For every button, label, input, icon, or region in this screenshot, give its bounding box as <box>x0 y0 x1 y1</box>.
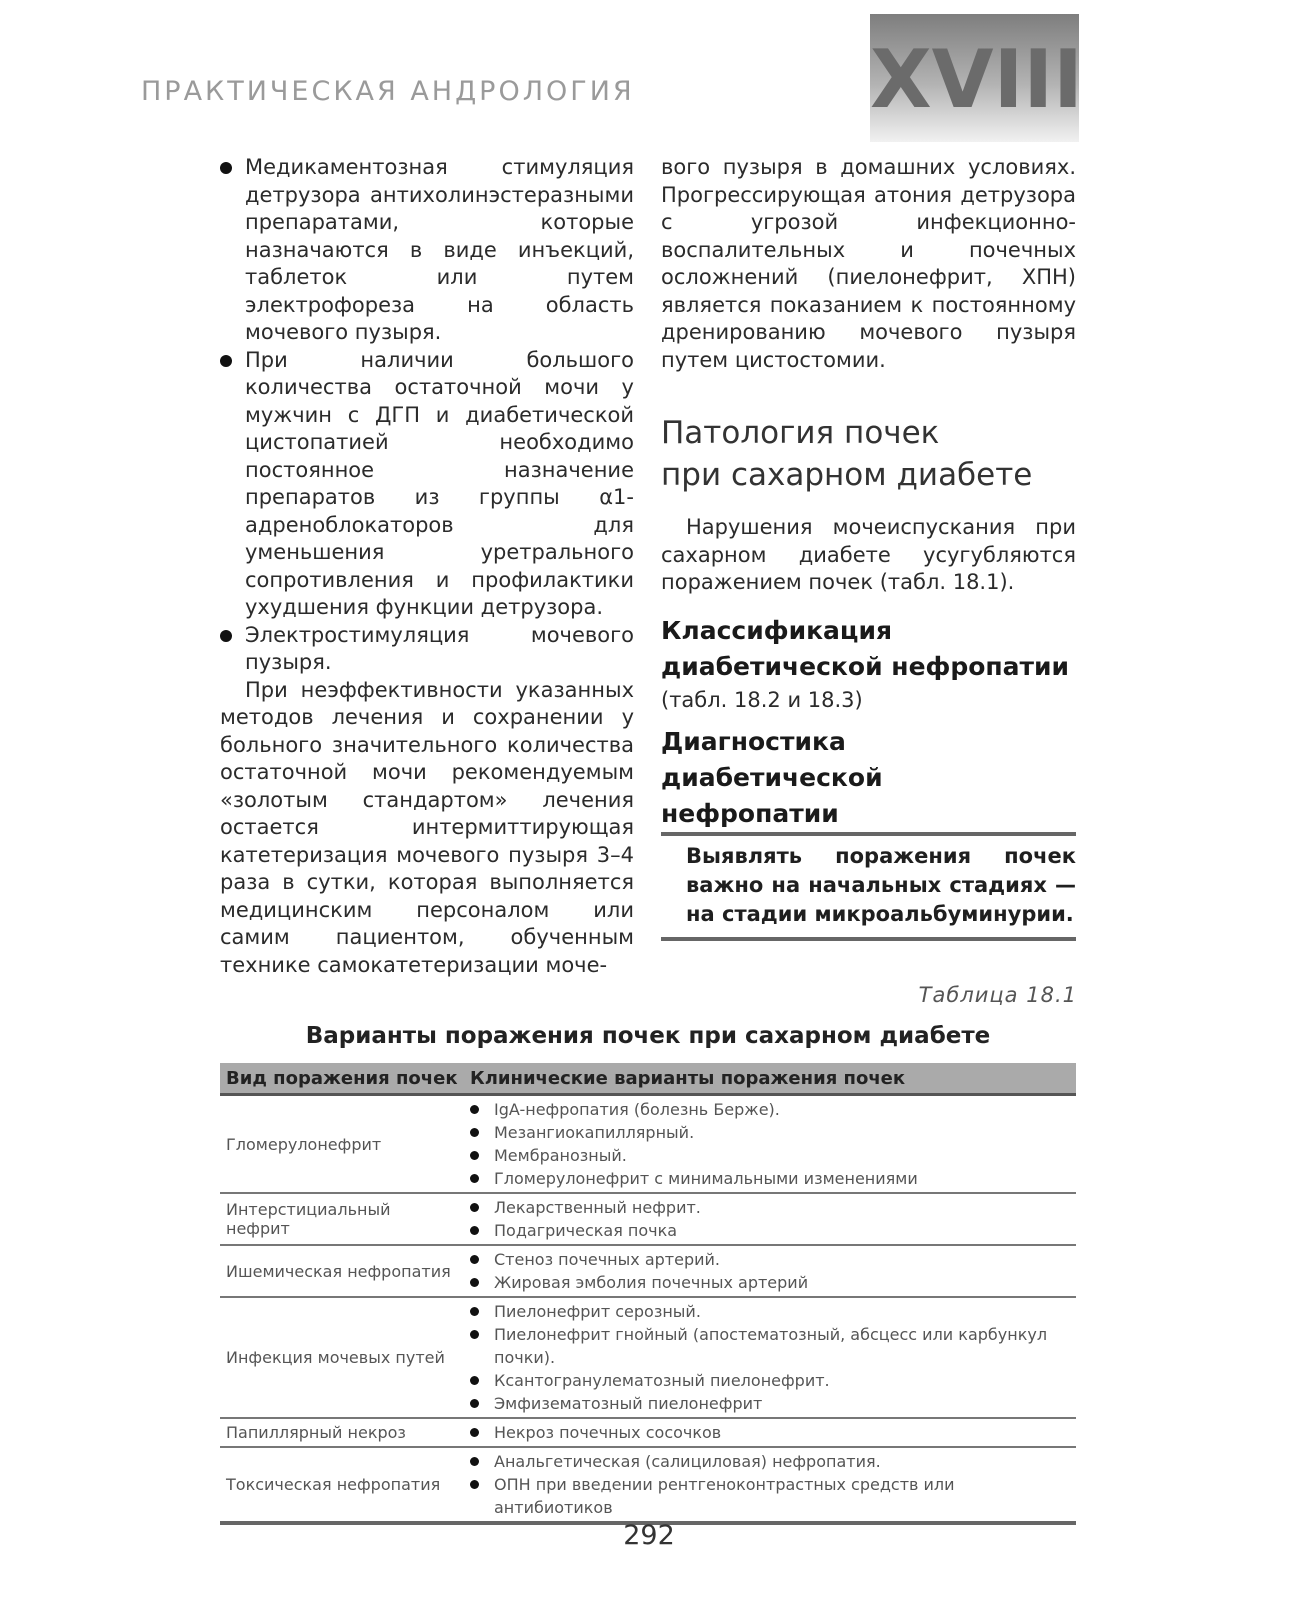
table-row <box>220 1245 1076 1297</box>
variant-item <box>470 1248 1070 1271</box>
column-header: Клинические варианты поражения почек <box>464 1063 1076 1095</box>
bullet-item <box>220 154 634 347</box>
lesion-type-cell: Гломерулонефрит <box>220 1095 464 1194</box>
table-reference: (табл. 18.2 и 18.3) <box>661 687 863 712</box>
bullet-list <box>220 154 634 677</box>
page-number: 292 <box>623 1520 675 1551</box>
chapter-number: XVIII <box>870 33 1083 126</box>
bullet-text: При наличии большого количества остаточной мочи у мужчин с ДГП и диабетической цистопатией необходимо постоянное назначение препаратов из группы α1-адреноблокаторов для уменьшения уретрального сопротивления и профилактики ухудшения функции детрузора. <box>245 347 634 619</box>
table-row <box>220 1193 1076 1245</box>
lesion-type-cell: Папиллярный некроз <box>220 1418 464 1447</box>
callout-box <box>661 832 1076 941</box>
variant-text: Подагрическая почка <box>494 1221 678 1240</box>
variant-list <box>470 1248 1070 1294</box>
bullet-icon <box>470 1330 479 1339</box>
variant-item <box>470 1196 1070 1219</box>
subsection-title-line: Классификация <box>661 615 893 645</box>
bullet-icon <box>220 630 232 642</box>
body-paragraph: При неэффективности указанных методов лечения и сохранении у больного значительного количества остаточной мочи рекомендуемым «золотым стандартом» лечения остается интермиттирующая катетеризация мочевого пузыря 3–4 раза в сутки, которая выполняется медицинским персоналом или самим пациентом, обученным технике самокатетеризации моче- <box>220 677 634 977</box>
variant-item <box>470 1473 1070 1519</box>
table-row <box>220 1418 1076 1447</box>
variant-item <box>470 1369 1070 1392</box>
variant-list <box>470 1450 1070 1519</box>
bullet-icon <box>470 1255 479 1264</box>
table-row <box>220 1297 1076 1418</box>
clinical-variants-cell <box>464 1418 1076 1447</box>
bullet-icon <box>470 1128 479 1137</box>
variant-item <box>470 1098 1070 1121</box>
clinical-variants-cell <box>464 1193 1076 1245</box>
subsection-title-classification <box>661 613 1076 685</box>
section-title-line: Патология почек <box>661 415 940 451</box>
variant-list <box>470 1098 1070 1190</box>
bullet-icon <box>470 1428 479 1437</box>
variant-text: Мембранозный. <box>494 1146 627 1165</box>
table-title: Варианты поражения почек при сахарном диабете <box>305 1023 991 1049</box>
variant-item <box>470 1167 1070 1190</box>
lesion-type-cell: Ишемическая нефропатия <box>220 1245 464 1297</box>
bullet-icon <box>470 1105 479 1114</box>
clinical-variants-cell <box>464 1447 1076 1523</box>
variant-list <box>470 1421 1070 1444</box>
bullet-icon <box>470 1376 479 1385</box>
bullet-icon <box>470 1151 479 1160</box>
bullet-icon <box>470 1480 479 1489</box>
callout-text: Выявлять поражения почек важно на начальных стадиях — на стадии микроальбуминурии. <box>686 844 1076 926</box>
variant-item <box>470 1144 1070 1167</box>
data-table <box>220 1063 1076 1525</box>
table-body <box>220 1095 1076 1524</box>
bullet-item <box>220 347 634 622</box>
lesion-type-cell: Интерстициальный нефрит <box>220 1193 464 1245</box>
variant-text: Лекарственный нефрит. <box>494 1198 701 1217</box>
bullet-icon <box>470 1399 479 1408</box>
column-header: Вид поражения почек <box>220 1063 464 1095</box>
variant-text: Эмфизематозный пиелонефрит <box>494 1394 763 1413</box>
table-label: Таблица 18.1 <box>918 983 1077 1007</box>
clinical-variants-cell <box>464 1095 1076 1194</box>
left-column <box>220 154 634 979</box>
continuation-paragraph: вого пузыря в домашних условиях. Прогрессирующая атония детрузора с угрозой инфекционно-воспалительных и почечных осложнений (пиелонефрит, ХПН) является показанием к постоянному дренированию мочевого пузыря путем цистостомии. <box>661 155 1076 372</box>
subsection-title-line: Диагностика диабетической <box>661 727 883 792</box>
variant-text: Пиелонефрит гнойный (апостематозный, абсцесс или карбункул почки). <box>494 1325 1048 1367</box>
right-column <box>661 154 1076 941</box>
table-header-row <box>220 1063 1076 1095</box>
section-paragraph: Нарушения мочеиспускания при сахарном диабете усугубляются поражением почек (табл. 18.1). <box>661 515 1076 594</box>
table-row <box>220 1447 1076 1523</box>
variant-text: IgA-нефропатия (болезнь Берже). <box>494 1100 780 1119</box>
variant-text: Гломерулонефрит с минимальными изменениями <box>494 1169 918 1188</box>
variant-item <box>470 1219 1070 1242</box>
variant-text: Анальгетическая (салициловая) нефропатия. <box>494 1452 881 1471</box>
subsection-title-diagnostics <box>661 724 1076 832</box>
bullet-text: Медикаментозная стимуляция детрузора антихолинэстеразными препаратами, которые назначаются в виде инъекций, таблеток или путем электрофореза на область мочевого пузыря. <box>245 155 634 344</box>
variant-item <box>470 1300 1070 1323</box>
variant-item <box>470 1392 1070 1415</box>
section-title <box>661 412 1076 496</box>
variant-list <box>470 1300 1070 1415</box>
variant-item <box>470 1421 1070 1444</box>
variant-text: Пиелонефрит серозный. <box>494 1302 701 1321</box>
clinical-variants-cell <box>464 1245 1076 1297</box>
bullet-icon <box>470 1174 479 1183</box>
variant-text: Некроз почечных сосочков <box>494 1423 722 1442</box>
subsection-title-line: диабетической нефропатии <box>661 651 1070 681</box>
bullet-item <box>220 622 634 677</box>
section-title-line: при сахарном диабете <box>661 457 1033 493</box>
variant-item <box>470 1271 1070 1294</box>
variant-text: Стеноз почечных артерий. <box>494 1250 720 1269</box>
running-title: ПРАКТИЧЕСКАЯ АНДРОЛОГИЯ <box>141 76 635 107</box>
lesion-type-cell: Токсическая нефропатия <box>220 1447 464 1523</box>
variant-text: ОПН при введении рентгеноконтрастных средств или антибиотиков <box>494 1475 955 1517</box>
variant-list <box>470 1196 1070 1242</box>
variant-item <box>470 1323 1070 1369</box>
variant-item <box>470 1450 1070 1473</box>
bullet-icon <box>470 1226 479 1235</box>
variant-item <box>470 1121 1070 1144</box>
bullet-icon <box>470 1307 479 1316</box>
bullet-icon <box>470 1203 479 1212</box>
variant-text: Ксантогранулематозный пиелонефрит. <box>494 1371 830 1390</box>
lesion-type-cell: Инфекция мочевых путей <box>220 1297 464 1418</box>
table-row <box>220 1095 1076 1194</box>
bullet-text: Электростимуляция мочевого пузыря. <box>245 622 634 674</box>
variant-text: Жировая эмболия почечных артерий <box>494 1273 809 1292</box>
bullet-icon <box>470 1278 479 1287</box>
bullet-icon <box>470 1457 479 1466</box>
bullet-icon <box>220 355 232 367</box>
subsection-title-line: нефропатии <box>661 799 839 828</box>
clinical-variants-cell <box>464 1297 1076 1418</box>
bullet-icon <box>220 162 232 174</box>
variant-text: Мезангиокапиллярный. <box>494 1123 695 1142</box>
